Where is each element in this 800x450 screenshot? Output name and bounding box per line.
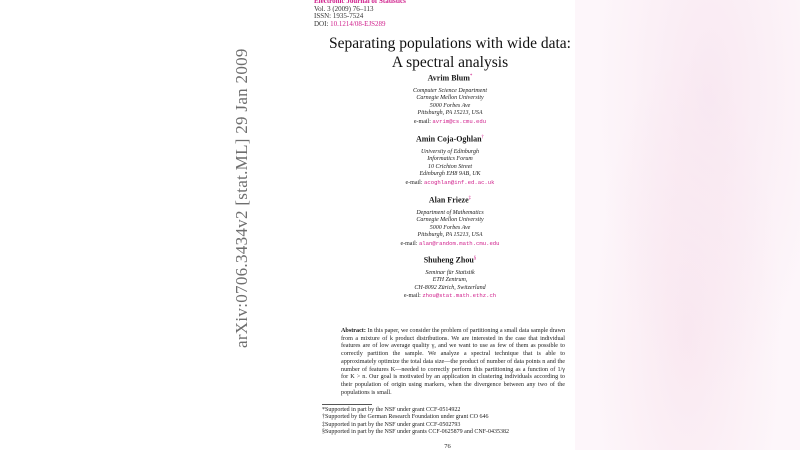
arxiv-stamp: arXiv:0706.3434v2 [stat.ML] 29 Jan 2009 <box>232 48 251 348</box>
author-email: e-mail: zhou@stat.math.ethz.ch <box>403 292 497 300</box>
doi-label: DOI: <box>314 19 329 28</box>
journal-name[interactable]: Electronic Journal of Statistics <box>314 0 406 5</box>
title-line-2: A spectral analysis <box>391 54 509 71</box>
author-footnote-mark[interactable]: § <box>473 256 477 261</box>
author-block-coja-oghlan <box>350 133 550 188</box>
footnote: §Supported in part by the NSF under grants CCF-0625879 and CNF-0435382 <box>322 429 509 436</box>
footnotes <box>322 407 582 437</box>
footnote: ‡Supported in part by the NSF under grant CCF-0502793 <box>322 421 461 428</box>
author-affiliation: University of Edinburgh Informatics Forum 10 Crichton Street Edinburgh EH8 9AB, UK <box>419 148 481 178</box>
footnote-divider <box>322 404 372 405</box>
abstract-text: In this paper, we consider the problem of partitioning a small data sample drawn from a mixture of k product distributions. We are interested in the case that individual features are of low average quality γ, and we want to use as few of them as possible to correctly partition the sample. We analyze a spectral technique that is able to approximately optimize the total data size—the product of number of data points n and the number of features K—needed to correctly perform this partitioning as a function of 1/γ for K > n. Our goal is motivated by an application in clustering individuals according to their population of origin using markers, when the divergence between any two of the populations is small. <box>341 328 566 396</box>
email-link[interactable]: acoghlan@inf.ed.ac.uk <box>424 179 495 187</box>
author-footnote-mark[interactable]: * <box>469 74 473 79</box>
author-affiliation: Department of Mathematics Carnegie Mellon University 5000 Forbes Ave Pittsburgh, PA 15213, USA <box>416 209 484 239</box>
author-name: Alan Frieze‡ <box>428 195 472 205</box>
email-link[interactable]: alan@random.math.cmu.edu <box>418 240 500 248</box>
email-link[interactable]: avrim@cs.cmu.edu <box>432 118 487 126</box>
author-email: e-mail: alan@random.math.cmu.edu <box>400 240 500 248</box>
journal-issn: ISSN: 1935-7524 <box>314 12 364 20</box>
author-email: e-mail: acoghlan@inf.ed.ac.uk <box>405 179 495 187</box>
author-name: Shuheng Zhou§ <box>423 255 477 265</box>
author-name: Avrim Blum* <box>427 73 473 83</box>
journal-header <box>314 0 406 28</box>
author-block-blum <box>350 72 550 127</box>
page-number: 76 <box>444 443 451 450</box>
author-block-zhou <box>350 254 550 301</box>
title-line-1: Separating populations with wide data: <box>329 35 571 52</box>
author-footnote-mark[interactable]: † <box>481 135 485 140</box>
author-affiliation: Computer Science Department Carnegie Mellon University 5000 Forbes Ave Pittsburgh, PA 15213, USA <box>413 87 487 117</box>
left-margin-area <box>0 0 230 450</box>
author-footnote-mark[interactable]: ‡ <box>468 196 472 201</box>
abstract <box>341 328 565 397</box>
journal-volume: Vol. 3 (2009) 76–113 <box>314 4 374 13</box>
journal-doi <box>314 21 406 29</box>
footnote: †Supported by the German Research Foundation under grant CO 646 <box>322 414 489 421</box>
doi-link[interactable]: 10.1214/08-EJS289 <box>330 19 386 28</box>
paper-title <box>310 34 590 72</box>
author-affiliation: Seminar für Statistik ETH Zentrum, CH-8092 Zürich, Switzerland <box>414 269 486 291</box>
paper-page <box>310 0 585 450</box>
author-block-frieze <box>350 194 550 249</box>
author-name: Amin Coja-Oghlan† <box>415 134 485 144</box>
email-link[interactable]: zhou@stat.math.ethz.ch <box>422 292 497 300</box>
footnote: *Supported in part by the NSF under grant CCF-0514922 <box>322 407 461 413</box>
abstract-label: Abstract: <box>341 328 366 334</box>
author-email: e-mail: avrim@cs.cmu.edu <box>413 118 487 126</box>
right-margin-area <box>575 0 800 450</box>
